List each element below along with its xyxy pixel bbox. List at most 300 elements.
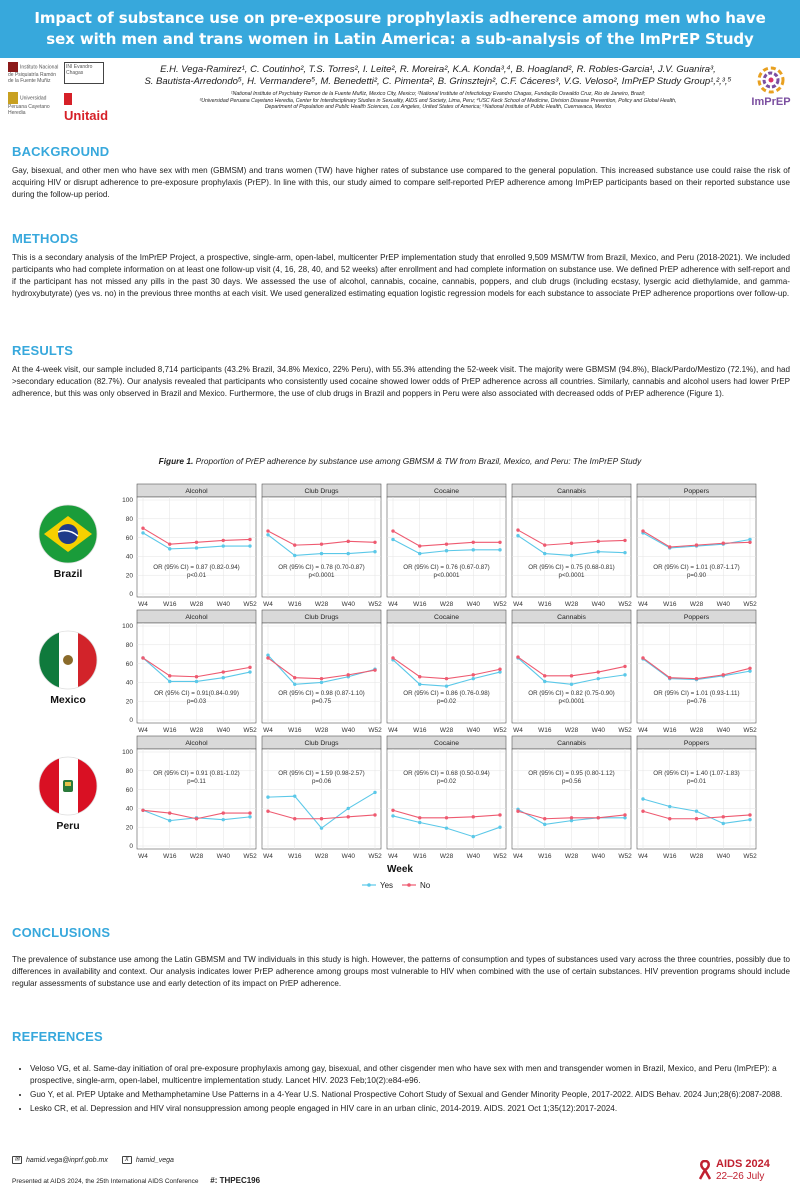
y-tick-label: 40	[125, 553, 133, 561]
data-point-yes	[418, 821, 421, 824]
legend-marker-no	[407, 883, 411, 887]
data-point-no	[748, 541, 751, 544]
data-point-no	[498, 813, 501, 816]
imprep-logo-mark	[753, 64, 789, 96]
facet-label: Cocaine	[434, 614, 459, 621]
data-point-no	[597, 816, 600, 819]
odds-ratio-label: OR (95% CI) = 0.91(0.84-0.99)	[154, 690, 239, 697]
facet-label: Cocaine	[434, 740, 459, 747]
affiliations-line-1: ¹National Institute of Psychiatry Ramon de la Fuente Muñiz, Mexico City, Mexico; ²National Institute of Infectiology Evandro Chagas, Fundação Oswaldo Cruz, Rio de Janeiro, Brazil;	[230, 91, 646, 97]
data-point-yes	[320, 681, 323, 684]
data-point-no	[248, 811, 251, 814]
y-tick-label: 60	[125, 534, 133, 542]
background-text: Gay, bisexual, and other men who have sex with men (GBMSM) and trans women (TW) have higher rates of substance use compared to the general population. This increased substance use could raise the risk of acquiring HIV or disrupt adherence to pre-exposure prophylaxis (PrEP). In line with this, our study aimed to compare self-reported PrEP adherence among ImPrEP participants based on their reported substance use during the follow-up period.	[12, 166, 790, 199]
panel-brazil-alcohol	[137, 484, 257, 608]
data-point-no	[498, 541, 501, 544]
panel-brazil-poppers	[637, 484, 757, 608]
x-tick-label: W52	[493, 727, 507, 734]
data-point-no	[391, 529, 394, 532]
y-tick-label: 20	[125, 698, 133, 706]
data-point-yes	[266, 533, 269, 536]
data-point-no	[347, 673, 350, 676]
y-tick-label: 100	[122, 497, 133, 505]
affiliations-line-3: Department of Population and Public Health Sciences, Los Angeles, United States of America; ⁵National Institute of Public Health, Cuernavaca, Mexico	[264, 104, 612, 111]
x-tick-label: W40	[466, 601, 480, 608]
p-value-label: p<0.0001	[433, 572, 460, 579]
x-tick-label: W16	[663, 853, 677, 860]
data-point-yes	[597, 677, 600, 680]
data-point-yes	[498, 548, 501, 551]
y-tick-label: 100	[122, 749, 133, 757]
data-point-yes	[641, 797, 644, 800]
country-label: Mexico	[50, 694, 86, 706]
abstract-code: #: THPEC196	[210, 1176, 261, 1185]
data-point-yes	[695, 810, 698, 813]
unitaid-logo-mark	[64, 93, 72, 105]
x-tick-label: W40	[591, 853, 605, 860]
brazil-flag	[39, 505, 97, 563]
y-tick-label: 80	[125, 768, 133, 775]
p-value-label: p<0.01	[186, 572, 207, 579]
x-tick-label: W28	[189, 727, 204, 734]
x-tick-label: W40	[716, 601, 730, 608]
odds-ratio-label: OR (95% CI) = 0.95 (0.80-1.12)	[528, 770, 615, 777]
data-point-yes	[222, 676, 225, 679]
twitter-contact[interactable]	[122, 1156, 174, 1164]
data-point-no	[195, 541, 198, 544]
x-tick-label: W28	[564, 727, 579, 734]
data-point-no	[418, 816, 421, 819]
x-tick-label: W52	[368, 853, 382, 860]
x-twitter-icon: X	[122, 1156, 132, 1164]
data-point-no	[168, 542, 171, 545]
odds-ratio-label: OR (95% CI) = 0.98 (0.87-1.10)	[278, 690, 365, 697]
x-tick-label: W28	[314, 727, 329, 734]
odds-ratio-label: OR (95% CI) = 0.86 (0.76-0.98)	[403, 690, 490, 697]
data-point-no	[543, 674, 546, 677]
x-tick-label: W16	[163, 853, 177, 860]
p-value-label: p=0.06	[311, 778, 332, 785]
data-point-yes	[293, 554, 296, 557]
x-tick-label: W16	[413, 601, 427, 608]
data-point-yes	[543, 823, 546, 826]
odds-ratio-label: OR (95% CI) = 0.91 (0.81-1.02)	[153, 770, 240, 777]
y-tick-label: 0	[129, 717, 133, 725]
data-point-no	[195, 675, 198, 678]
methods-text: This is a secondary analysis of the ImPrEP Project, a prospective, single-arm, open-label, multicenter PrEP implementation study that enrolled 9,509 MSM/TW from Brazil, Mexico, and Peru (2018-2021). We included participants who had complete information on at least one follow-up visit (4, 16, 28, 40, and 52 weeks) after enrollment and had complete information on substance use. We defined PrEP adherence with self-report and if the participant has not missed any pills in the past 30 days. We assessed the use of alcohol, cannabis, cocaine, cannabis, poppers, and club drugs (including ecstasy, lysergic acid diethylamide, and gamma-hydroxybutyrate) (yes vs. no) in the previous three months at each visit. We used generalized estimating equation logistic regression models for each substance to associate PrEP adherence proportions over follow-up.	[12, 253, 790, 298]
x-tick-label: W16	[288, 601, 302, 608]
y-tick-label: 0	[129, 843, 133, 851]
data-point-no	[516, 655, 519, 658]
unitaid-logo: Unitaid	[64, 92, 108, 124]
odds-ratio-label: OR (95% CI) = 1.01 (0.93-1.11)	[653, 690, 740, 697]
facet-label: Poppers	[683, 614, 710, 621]
x-tick-label: W52	[618, 727, 632, 734]
x-tick-label: W40	[591, 727, 605, 734]
reference-item: • Veloso VG, et al. Same-day initiation of oral pre-exposure prophylaxis among gay, bisexual, and other cisgender men who have sex with men and transgender women in Brazil, Mexico, and Peru (ImPrEP): a prospective, single-arm, open-label, multicentre implementation study. Lancet HIV. 2023 Feb;10(2):e84-e96.	[30, 1063, 788, 1087]
data-point-no	[623, 665, 626, 668]
x-tick-label: W4	[388, 601, 398, 608]
odds-ratio-label: OR (95% CI) = 1.59 (0.98-2.57)	[278, 770, 365, 777]
data-point-no	[293, 543, 296, 546]
data-point-no	[668, 545, 671, 548]
data-point-no	[570, 674, 573, 677]
data-point-no	[248, 538, 251, 541]
data-point-yes	[472, 835, 475, 838]
email-icon: ✉	[12, 1156, 22, 1164]
data-point-yes	[543, 552, 546, 555]
data-point-yes	[418, 552, 421, 555]
title-banner	[0, 0, 800, 58]
data-point-no	[498, 668, 501, 671]
panel-brazil-cocaine	[387, 484, 507, 608]
data-point-no	[570, 816, 573, 819]
facet-label: Club Drugs	[304, 740, 339, 747]
facet-label: Alcohol	[185, 614, 208, 621]
data-point-no	[597, 540, 600, 543]
author-list	[118, 64, 758, 88]
panel-peru-cocaine	[387, 736, 507, 860]
x-tick-label: W28	[439, 601, 454, 608]
odds-ratio-label: OR (95% CI) = 0.76 (0.67-0.87)	[403, 564, 490, 571]
data-point-no	[222, 811, 225, 814]
p-value-label: p=0.01	[686, 778, 707, 785]
data-point-yes	[570, 683, 573, 686]
results-text: At the 4-week visit, our sample included 8,714 participants (43.2% Brazil, 34.8% Mexico, 22% Peru), with 55.3% attending the 52-week visit. The majority were GBMSM (94.8%), Black/Pardo/Mestizo (72.1%), and had >secondary education (82.7%). Our analysis revealed that participants who consistently used cocaine showed lower odds of PrEP adherence across all countries. Similarly, cannabis and alcohol users had lower PrEP adherence, but this was only observed in Brazil and Mexico. Furthermore, the use of club drugs in Brazil and poppers in Peru were also associated with decreased odds of PrEP adherence (Figure 1).	[12, 365, 790, 398]
background-heading: BACKGROUND	[12, 144, 110, 159]
data-point-no	[722, 542, 725, 545]
facet-label: Cocaine	[434, 488, 459, 495]
data-point-yes	[222, 818, 225, 821]
p-value-label: p=0.56	[561, 778, 582, 785]
x-tick-label: W52	[368, 727, 382, 734]
affiliations	[118, 91, 758, 111]
y-tick-label: 40	[125, 805, 133, 813]
panel-mexico-alcohol	[137, 610, 257, 734]
data-point-yes	[516, 534, 519, 537]
peru-flag	[39, 757, 98, 815]
conference-name: AIDS 2024	[716, 1158, 770, 1170]
legend-marker-yes	[367, 883, 371, 887]
affiliations-line-2: ³Universidad Peruana Cayetano Heredia, Center for Interdisciplinary Studies in Sexuality, AIDS and Society, Lima, Peru; ⁴USC Keck School of Medicine, Division Disease Prevention, Policy and Global Health,	[199, 97, 677, 104]
odds-ratio-label: OR (95% CI) = 0.75 (0.68-0.81)	[528, 564, 615, 571]
email-contact[interactable]	[12, 1156, 108, 1164]
data-point-no	[347, 815, 350, 818]
data-point-no	[168, 811, 171, 814]
data-point-yes	[168, 547, 171, 550]
presented-note	[12, 1176, 260, 1185]
data-point-no	[141, 656, 144, 659]
data-point-yes	[472, 548, 475, 551]
data-point-yes	[248, 815, 251, 818]
contact-info	[12, 1156, 174, 1164]
mexico-flag	[39, 631, 98, 689]
facet-label: Cannabis	[557, 488, 586, 495]
data-point-yes	[445, 826, 448, 829]
authors-line-2: S. Bautista-Arredondo⁵, H. Vermandere⁵, M. Benedetti², C. Pimenta², B. Grinsztejn², C.F. Cáceres³, V.G. Veloso², ImPrEP Study Group¹,²,³,⁵	[144, 76, 732, 87]
p-value-label: p=0.76	[686, 698, 707, 705]
twitter-handle[interactable]: hamid_vega	[135, 1156, 174, 1164]
x-tick-label: W4	[513, 601, 523, 608]
presented-text: Presented at AIDS 2024, the 25th International AIDS Conference	[12, 1178, 199, 1185]
data-point-no	[347, 540, 350, 543]
data-point-yes	[445, 684, 448, 687]
x-tick-label: W4	[138, 727, 148, 734]
data-point-yes	[222, 544, 225, 547]
odds-ratio-label: OR (95% CI) = 1.40 (1.07-1.83)	[653, 770, 740, 777]
data-point-no	[222, 670, 225, 673]
y-tick-label: 20	[125, 824, 133, 832]
x-tick-label: W28	[689, 853, 704, 860]
data-point-no	[141, 527, 144, 530]
data-point-no	[418, 544, 421, 547]
p-value-label: p=0.75	[311, 698, 332, 705]
y-tick-label: 80	[125, 516, 133, 523]
odds-ratio-label: OR (95% CI) = 1.01 (0.87-1.17)	[653, 564, 740, 571]
x-tick-label: W4	[638, 727, 648, 734]
references-heading: REFERENCES	[12, 1029, 103, 1044]
data-point-yes	[373, 791, 376, 794]
x-tick-label: W16	[413, 727, 427, 734]
authors-line-1: E.H. Vega-Ramirez¹, C. Coutinho², T.S. Torres², I. Leite², R. Moreira², K.A. Konda³,⁴, B. Hoagland², R. Robles-Garcia¹, J.V. Guanira³,	[160, 64, 716, 75]
data-point-yes	[543, 680, 546, 683]
imprep-logo-text: ImPrEP	[751, 96, 791, 108]
reference-item: • Lesko CR, et al. Depression and HIV viral nonsuppression among people engaged in HIV care in an urban clinic, 2014-2019. AIDS. 2021 Oct 1;35(12):2017-2024.	[30, 1103, 788, 1115]
x-tick-label: W52	[368, 601, 382, 608]
p-value-label: p=0.03	[186, 698, 207, 705]
chart-legend	[362, 881, 431, 890]
data-point-no	[623, 813, 626, 816]
data-point-no	[248, 666, 251, 669]
data-point-no	[597, 670, 600, 673]
data-point-yes	[373, 550, 376, 553]
data-point-no	[195, 817, 198, 820]
data-point-no	[543, 543, 546, 546]
figure-caption-text: Proportion of PrEP adherence by substance use among GBMSM & TW from Brazil, Mexico, and Peru: The ImPrEP Study	[195, 456, 642, 466]
facet-label: Alcohol	[185, 488, 208, 495]
p-value-label: p<0.0001	[558, 572, 585, 579]
imprep-logo	[746, 64, 796, 112]
x-tick-label: W52	[243, 853, 257, 860]
x-axis-title: Week	[387, 864, 413, 875]
odds-ratio-label: OR (95% CI) = 0.82 (0.75-0.90)	[528, 690, 615, 697]
country-label: Brazil	[53, 568, 83, 580]
data-point-no	[391, 656, 394, 659]
data-point-yes	[623, 673, 626, 676]
panel-peru-poppers	[637, 736, 757, 860]
facet-label: Poppers	[683, 740, 710, 747]
x-tick-label: W40	[216, 601, 230, 608]
x-tick-label: W52	[618, 601, 632, 608]
results-heading: RESULTS	[12, 343, 74, 358]
data-point-yes	[391, 538, 394, 541]
data-point-no	[722, 815, 725, 818]
data-point-no	[222, 539, 225, 542]
data-point-no	[293, 817, 296, 820]
panel-mexico-cannabis	[512, 610, 632, 734]
x-tick-label: W4	[513, 853, 523, 860]
x-tick-label: W16	[538, 853, 552, 860]
aids-2024-logo	[698, 1158, 788, 1188]
data-point-yes	[293, 683, 296, 686]
conference-dates: 22–26 July	[716, 1171, 765, 1182]
data-point-no	[695, 543, 698, 546]
y-tick-label: 40	[125, 679, 133, 687]
panel-mexico-poppers	[637, 610, 757, 734]
x-tick-label: W4	[263, 853, 273, 860]
email-address[interactable]: hamid.vega@inprf.gob.mx	[26, 1156, 108, 1164]
legend-label-yes: Yes	[380, 881, 394, 890]
data-point-yes	[570, 554, 573, 557]
data-point-no	[320, 677, 323, 680]
data-point-no	[695, 677, 698, 680]
x-tick-label: W16	[413, 853, 427, 860]
data-point-yes	[347, 552, 350, 555]
upch-logo-mark	[8, 92, 18, 104]
odds-ratio-label: OR (95% CI) = 0.87 (0.82-0.94)	[153, 564, 240, 571]
x-tick-label: W40	[716, 853, 730, 860]
panel-brazil-club-drugs	[262, 484, 382, 608]
x-tick-label: W28	[564, 601, 579, 608]
x-tick-label: W28	[314, 601, 329, 608]
data-point-no	[722, 673, 725, 676]
y-tick-label: 0	[129, 591, 133, 599]
data-point-no	[293, 676, 296, 679]
p-value-label: p=0.02	[436, 778, 457, 785]
facet-label: Alcohol	[185, 740, 208, 747]
data-point-yes	[418, 683, 421, 686]
data-point-yes	[141, 531, 144, 534]
x-tick-label: W52	[243, 727, 257, 734]
data-point-yes	[320, 552, 323, 555]
panel-mexico-club-drugs	[262, 610, 382, 734]
x-tick-label: W16	[163, 727, 177, 734]
x-tick-label: W40	[341, 727, 355, 734]
facet-label: Cannabis	[557, 740, 586, 747]
data-point-no	[445, 542, 448, 545]
x-tick-label: W40	[341, 853, 355, 860]
reference-item: • Guo Y, et al. PrEP Uptake and Methamphetamine Use Patterns in a 4-Year U.S. National Prospective Cohort Study of Sexual and Gender Minority People, 2017-2022. AIDS Behav. 2024 Jun;28(6):2087-2088.	[30, 1089, 788, 1101]
x-tick-label: W40	[216, 853, 230, 860]
upch-logo: Universidad Peruana Cayetano Heredia	[8, 92, 60, 108]
data-point-no	[570, 542, 573, 545]
data-point-no	[373, 668, 376, 671]
x-tick-label: W52	[743, 727, 757, 734]
data-point-yes	[748, 818, 751, 821]
x-tick-label: W28	[189, 853, 204, 860]
inp-logo-mark	[8, 62, 18, 72]
panel-peru-club-drugs	[262, 736, 382, 860]
x-tick-label: W4	[138, 601, 148, 608]
x-tick-label: W16	[288, 853, 302, 860]
x-tick-label: W28	[439, 853, 454, 860]
data-point-no	[748, 667, 751, 670]
data-point-no	[472, 673, 475, 676]
figure-1-chart	[0, 466, 800, 896]
facet-label: Club Drugs	[304, 488, 339, 495]
data-point-yes	[248, 544, 251, 547]
data-point-yes	[195, 546, 198, 549]
poster-title-line-2: sex with men and trans women in Latin America: a sub-analysis of the ImPrEP Study	[46, 30, 754, 48]
ini-logo: INI Evandro Chagas	[64, 62, 104, 84]
data-point-yes	[623, 551, 626, 554]
data-point-no	[543, 817, 546, 820]
odds-ratio-label: OR (95% CI) = 0.78 (0.70-0.87)	[278, 564, 365, 571]
y-tick-label: 60	[125, 786, 133, 794]
facet-label: Cannabis	[557, 614, 586, 621]
x-tick-label: W16	[663, 601, 677, 608]
data-point-yes	[722, 822, 725, 825]
data-point-yes	[391, 814, 394, 817]
data-point-no	[516, 810, 519, 813]
p-value-label: p=0.02	[436, 698, 457, 705]
x-tick-label: W4	[138, 853, 148, 860]
data-point-no	[641, 656, 644, 659]
p-value-label: p=0.11	[187, 778, 206, 785]
data-point-no	[391, 809, 394, 812]
x-tick-label: W16	[663, 727, 677, 734]
x-tick-label: W40	[466, 853, 480, 860]
data-point-no	[266, 529, 269, 532]
x-tick-label: W28	[689, 727, 704, 734]
y-tick-label: 20	[125, 572, 133, 580]
x-tick-label: W52	[493, 601, 507, 608]
footer	[12, 1156, 261, 1185]
methods-heading: METHODS	[12, 231, 79, 246]
data-point-no	[641, 810, 644, 813]
legend-label-no: No	[420, 881, 431, 890]
data-point-no	[266, 656, 269, 659]
conclusions-text: The prevalence of substance use among the Latin GBMSM and TW individuals in this study is high. However, the patterns of consumption and types of substances used vary across the three countries, possibly due to differences in availability and context. Our analysis indicates lower PrEP adherence among groups most vulnerable to HIV when combined with the use of certain substances. HIV prevention programs should include regular assessments of substance use and early detection of its impact on PrEP adherence.	[12, 955, 790, 988]
p-value-label: p=0.90	[686, 572, 707, 579]
x-tick-label: W52	[243, 601, 257, 608]
x-tick-label: W40	[591, 601, 605, 608]
data-point-no	[418, 675, 421, 678]
x-tick-label: W28	[314, 853, 329, 860]
p-value-label: p<0.0001	[308, 572, 335, 579]
data-point-yes	[195, 680, 198, 683]
data-point-no	[168, 674, 171, 677]
facet-label: Club Drugs	[304, 614, 339, 621]
x-tick-label: W52	[743, 601, 757, 608]
data-point-no	[472, 815, 475, 818]
x-tick-label: W52	[618, 853, 632, 860]
data-point-no	[373, 813, 376, 816]
figure-label: Figure 1.	[158, 456, 194, 466]
x-tick-label: W4	[263, 727, 273, 734]
conclusions-heading: CONCLUSIONS	[12, 925, 111, 940]
data-point-yes	[320, 826, 323, 829]
x-tick-label: W16	[288, 727, 302, 734]
data-point-no	[668, 817, 671, 820]
data-point-yes	[293, 794, 296, 797]
data-point-yes	[248, 670, 251, 673]
x-tick-label: W4	[638, 853, 648, 860]
x-tick-label: W16	[538, 601, 552, 608]
institution-logos	[8, 62, 109, 123]
data-point-yes	[668, 805, 671, 808]
data-point-no	[266, 810, 269, 813]
x-tick-label: W28	[564, 853, 579, 860]
data-point-no	[141, 809, 144, 812]
x-tick-label: W40	[341, 601, 355, 608]
x-tick-label: W52	[493, 853, 507, 860]
y-tick-label: 100	[122, 623, 133, 631]
references-list	[18, 1063, 788, 1117]
x-tick-label: W4	[263, 601, 273, 608]
data-point-yes	[445, 549, 448, 552]
y-tick-label: 80	[125, 642, 133, 649]
